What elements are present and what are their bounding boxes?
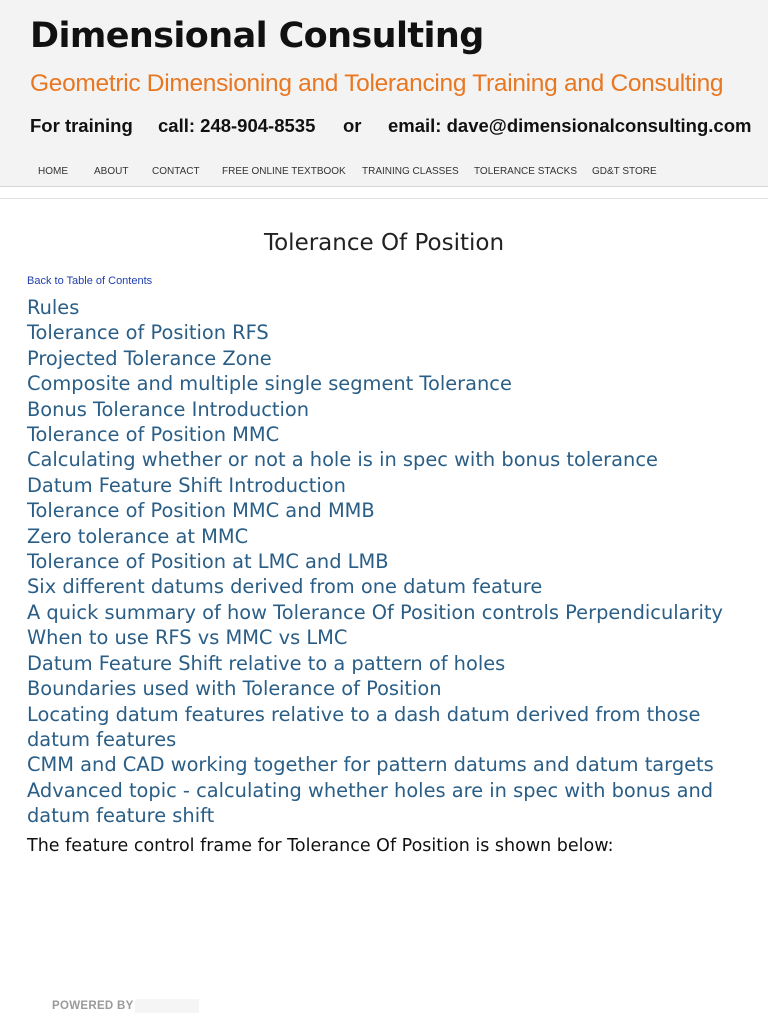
toc-link-rfs-vs-mmc-vs-lmc[interactable]: When to use RFS vs MMC vs LMC (27, 626, 348, 650)
toc-link-bonus-tolerance-intro[interactable]: Bonus Tolerance Introduction (27, 397, 310, 421)
toc-link-boundaries[interactable]: Boundaries used with Tolerance of Position (27, 677, 442, 701)
toc-link-cmm-cad[interactable]: CMM and CAD working together for pattern datums and datum targets (27, 753, 714, 777)
toc-link-rules[interactable]: Rules (27, 296, 80, 319)
toc-link-zero-tolerance-mmc[interactable]: Zero tolerance at MMC (27, 524, 249, 548)
toc-link-projected-tolerance-zone[interactable]: Projected Tolerance Zone (27, 346, 272, 370)
toc-link-hole-in-spec-bonus[interactable]: Calculating whether or not a hole is in spec with bonus tolerance (27, 448, 658, 472)
toc-link-six-datums[interactable]: Six different datums derived from one datum feature (27, 575, 543, 599)
main-nav (0, 150, 768, 187)
platform-logo-icon[interactable] (135, 999, 199, 1013)
intro-text: The feature control frame for Tolerance Of Position is shown below: (27, 836, 614, 856)
toc-link-advanced-topic[interactable]: Advanced topic - calculating whether holes are in spec with bonus and datum feature shift (27, 778, 714, 828)
toc-link-perpendicularity-summary[interactable]: A quick summary of how Tolerance Of Position controls Perpendicularity (27, 600, 723, 624)
powered-by: POWERED BY (52, 1000, 134, 1012)
site-title[interactable]: Dimensional Consulting (30, 16, 484, 56)
page-title: Tolerance Of Position (263, 230, 505, 256)
nav-item-free-online-textbook[interactable]: FREE ONLINE TEXTBOOK (222, 166, 346, 177)
toc-link-tp-lmc-lmb[interactable]: Tolerance of Position at LMC and LMB (27, 550, 389, 574)
contact-phone: call: 248-904-8535 (158, 115, 316, 136)
nav-item-gdt-store[interactable]: GD&T STORE (592, 166, 657, 177)
toc-link-tp-mmc-mmb[interactable]: Tolerance of Position MMC and MMB (27, 499, 375, 523)
divider (0, 198, 768, 199)
nav-item-home[interactable]: HOME (38, 166, 68, 177)
toc-link-dfs-pattern-of-holes[interactable]: Datum Feature Shift relative to a pattern of holes (27, 651, 506, 675)
toc-link-datum-feature-shift-intro[interactable]: Datum Feature Shift Introduction (27, 473, 346, 497)
nav-item-tolerance-stacks[interactable]: TOLERANCE STACKS (474, 166, 577, 177)
toc-link-dash-datum[interactable]: Locating datum features relative to a dash datum derived from those datum features (27, 702, 701, 751)
toc-link-tp-mmc[interactable]: Tolerance of Position MMC (27, 423, 280, 447)
toc-link-tp-rfs[interactable]: Tolerance of Position RFS (27, 321, 269, 345)
toc-list (27, 295, 747, 829)
back-to-toc-link[interactable]: Back to Table of Contents (27, 275, 153, 287)
contact-or: or (343, 115, 362, 136)
toc-link-composite-tolerance[interactable]: Composite and multiple single segment Tolerance (27, 372, 512, 396)
site-header (0, 0, 768, 150)
site-subtitle: Geometric Dimensioning and Tolerancing Training and Consulting (30, 70, 724, 97)
contact-email[interactable]: email: dave@dimensionalconsulting.com (388, 115, 752, 136)
nav-item-training-classes[interactable]: TRAINING CLASSES (362, 166, 459, 177)
nav-item-contact[interactable]: CONTACT (152, 166, 200, 177)
nav-item-about[interactable]: ABOUT (94, 166, 129, 177)
contact-for-training: For training (30, 115, 133, 136)
